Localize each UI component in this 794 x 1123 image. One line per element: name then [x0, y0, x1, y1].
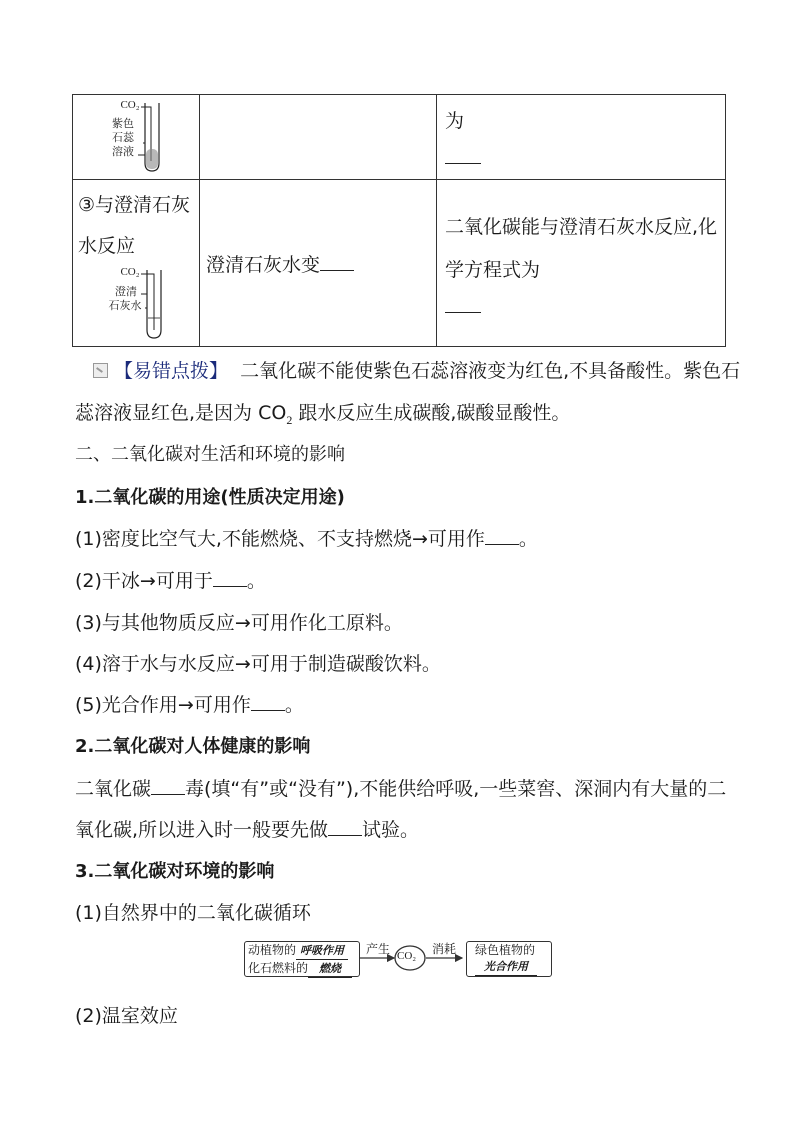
use-text-1: (1)密度比空气大,不能燃烧、不支持燃烧→可用作: [75, 528, 485, 550]
health-text-d: 试验。: [362, 819, 420, 841]
row2-title-line1: ③与澄清石灰: [78, 194, 191, 216]
use-item-5: [75, 690, 304, 717]
use-item-2: [75, 566, 266, 593]
row1-conclusion-text: 为: [445, 110, 465, 132]
litmus-tube-figure: [103, 99, 167, 175]
health-blank-2[interactable]: [328, 821, 362, 836]
source-text-2: 化石燃料的: [248, 961, 309, 975]
respiration-answer: 呼吸作用: [296, 943, 348, 960]
use-item-4: (4)溶于水与水反应→可用于制造碳酸饮料。: [75, 653, 441, 675]
period: 。: [284, 694, 304, 716]
tip-line2: [75, 398, 570, 428]
tip-line1: [93, 356, 740, 383]
use-blank-2[interactable]: [213, 572, 247, 587]
sink-box: [466, 941, 552, 977]
row2-phenomenon-blank[interactable]: [320, 256, 354, 271]
limewater-tube-figure: [101, 266, 171, 344]
use-item-3: (3)与其他物质反应→可用作化工原料。: [75, 612, 403, 634]
arrow-consume-label: 消耗: [432, 942, 457, 956]
photosynthesis-answer: 光合作用: [475, 959, 537, 976]
tube-label-limewater: 石灰水: [108, 300, 142, 312]
row2-conclusion-line1: 二氧化碳能与澄清石灰水反应,化: [445, 216, 718, 238]
tip-text-2b: 跟水反应生成碳酸,碳酸显酸性。: [292, 402, 571, 424]
row1-experiment-cell: [73, 95, 200, 180]
use-blank-1[interactable]: [485, 530, 519, 545]
period: 。: [246, 570, 266, 592]
row2-experiment-cell: [73, 180, 200, 347]
co2-cycle-diagram: [244, 938, 554, 982]
health-line2: [75, 815, 419, 842]
cycle-title: (1)自然界中的二氧化碳循环: [75, 902, 311, 924]
heading-uses: 1.二氧化碳的用途(性质决定用途): [75, 487, 345, 508]
co2-node: CO₂: [397, 950, 417, 962]
tip-text-2a: 蕊溶液显红色,是因为 CO: [75, 402, 287, 424]
test-tube-icon: [103, 99, 167, 175]
row2-title-line2: 水反应: [78, 235, 136, 257]
sink-text: 绿色植物的: [475, 943, 536, 957]
tube-label-solution: 溶液: [112, 146, 134, 158]
tube-label-co2: CO₂: [120, 99, 140, 111]
use-item-1: [75, 524, 538, 551]
health-text-a: 二氧化碳: [75, 778, 152, 800]
row1-answer-blank[interactable]: [445, 153, 481, 164]
row1-phenomenon-cell: [200, 95, 437, 180]
source-text-1: 动植物的: [248, 943, 297, 957]
arrow-produce-label: 产生: [366, 942, 391, 956]
row2-equation-blank[interactable]: [445, 302, 481, 313]
tube-label-litmus: 石蕊: [112, 132, 134, 144]
test-tube-icon: [101, 266, 171, 344]
use-text-2: (2)干冰→可用于: [75, 570, 213, 592]
row1-conclusion-cell: [437, 95, 726, 180]
section-title: 二、二氧化碳对生活和环境的影响: [75, 444, 345, 465]
health-text-b: 毒(填“有”或“没有”),不能供给呼吸,一些菜窖、深洞内有大量的二: [185, 778, 727, 800]
tube-label-co2: CO₂: [120, 266, 140, 278]
heading-environment: 3.二氧化碳对环境的影响: [75, 861, 275, 882]
heading-health: 2.二氧化碳对人体健康的影响: [75, 736, 311, 757]
period: 。: [518, 528, 538, 550]
health-text-c: 氧化碳,所以进入时一般要先做: [75, 819, 329, 841]
greenhouse-title: (2)温室效应: [75, 1005, 178, 1027]
health-blank-1[interactable]: [151, 780, 185, 795]
tip-label: 【易错点拨】: [114, 360, 229, 382]
tube-label-purple: 紫色: [112, 118, 134, 130]
health-line1: [75, 774, 726, 801]
tip-icon: [93, 363, 108, 378]
row2-phenomenon-cell: [200, 180, 437, 347]
use-blank-5[interactable]: [251, 696, 285, 711]
row2-phenomenon-text: 澄清石灰水变: [206, 253, 321, 276]
combustion-answer: 燃烧: [308, 961, 352, 978]
tip-subscript: 2: [286, 412, 293, 427]
row2-conclusion-line2: 学方程式为: [445, 259, 541, 281]
tube-label-clear: 澄清: [115, 286, 137, 298]
use-text-5: (5)光合作用→可用作: [75, 694, 251, 716]
row2-conclusion-cell: [437, 180, 726, 347]
tip-text-1: 二氧化碳不能使紫色石蕊溶液变为红色,不具备酸性。紫色石: [240, 360, 741, 382]
experiment-table: [72, 94, 726, 347]
